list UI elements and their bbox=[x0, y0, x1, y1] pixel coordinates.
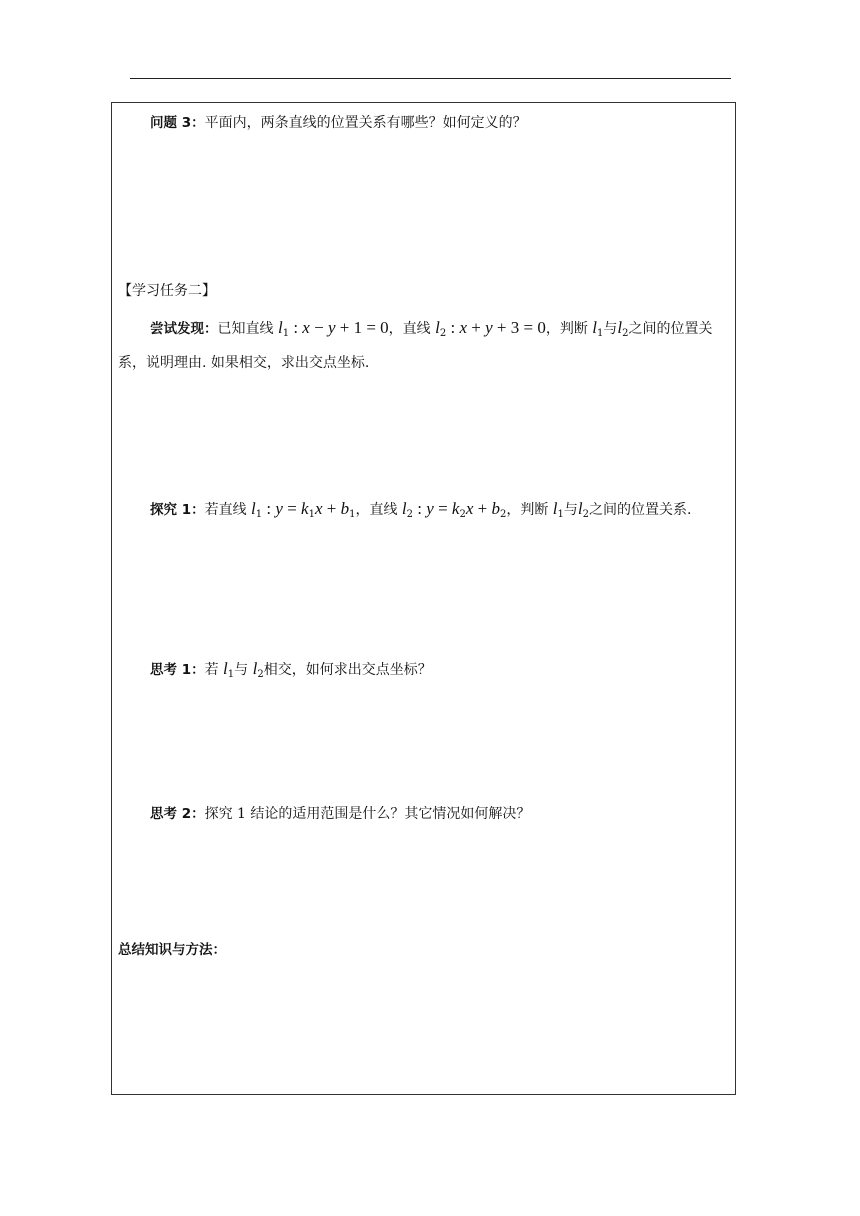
try-equation-2: $l_2$ : x + y + 3 = 0 bbox=[435, 318, 546, 339]
try-text-3: ，判断 bbox=[545, 321, 588, 337]
question-3-label: 问题 3： bbox=[150, 115, 205, 131]
explore-1 bbox=[150, 499, 691, 520]
question-3 bbox=[150, 113, 527, 133]
explore-1-text-4: 与 bbox=[563, 502, 578, 518]
think-1-label: 思考 1： bbox=[150, 662, 205, 678]
think-2 bbox=[150, 804, 530, 824]
explore-1-equation-2: $l_2$ : $y = k_2x + b_2$ bbox=[401, 499, 507, 520]
header-rule bbox=[130, 78, 731, 79]
question-3-text: 平面内，两条直线的位置关系有哪些？如何定义的？ bbox=[204, 115, 527, 131]
summary-label: 总结知识与方法： bbox=[118, 942, 226, 958]
try-text-1: 已知直线 bbox=[217, 321, 274, 337]
explore-1-l1: $l_1$ bbox=[552, 499, 564, 520]
explore-1-text-1: 若直线 bbox=[204, 502, 247, 518]
explore-1-label: 探究 1： bbox=[150, 502, 205, 518]
try-l1: $l_1$ bbox=[592, 318, 604, 339]
think-1-l2: $l_2$ bbox=[252, 659, 264, 680]
think-2-text: 探究 1 结论的适用范围是什么？其它情况如何解决？ bbox=[204, 806, 531, 822]
think-1-text-3: 相交，如何求出交点坐标？ bbox=[263, 662, 432, 678]
think-1-text-2: 与 bbox=[234, 662, 249, 678]
try-text-5: 之间的位置关 bbox=[628, 321, 713, 337]
explore-1-equation-1: $l_1$ : $y = k_1x + b_1$ bbox=[251, 499, 356, 520]
try-text-4: 与 bbox=[603, 321, 618, 337]
task-2-heading: 【学习任务二】 bbox=[118, 283, 216, 299]
try-equation-1: $l_1$ : x − y + 1 = 0 bbox=[277, 318, 389, 339]
try-l2: $l_2$ bbox=[617, 318, 629, 339]
explore-1-l2: $l_2$ bbox=[577, 499, 590, 520]
try-discover-line-2: 系，说明理由. 如果相交，求出交点坐标. bbox=[118, 355, 370, 371]
try-text-2: ，直线 bbox=[388, 321, 431, 337]
try-discover bbox=[150, 318, 713, 339]
think-1-text-1: 若 bbox=[204, 662, 219, 678]
explore-1-text-3: ，判断 bbox=[506, 502, 549, 518]
think-1 bbox=[150, 659, 432, 680]
explore-1-text-2: ，直线 bbox=[355, 502, 398, 518]
explore-1-text-5: 之间的位置关系. bbox=[589, 502, 692, 518]
try-label: 尝试发现： bbox=[150, 321, 218, 337]
think-1-l1: $l_1$ bbox=[223, 659, 235, 680]
think-2-label: 思考 2： bbox=[150, 806, 205, 822]
